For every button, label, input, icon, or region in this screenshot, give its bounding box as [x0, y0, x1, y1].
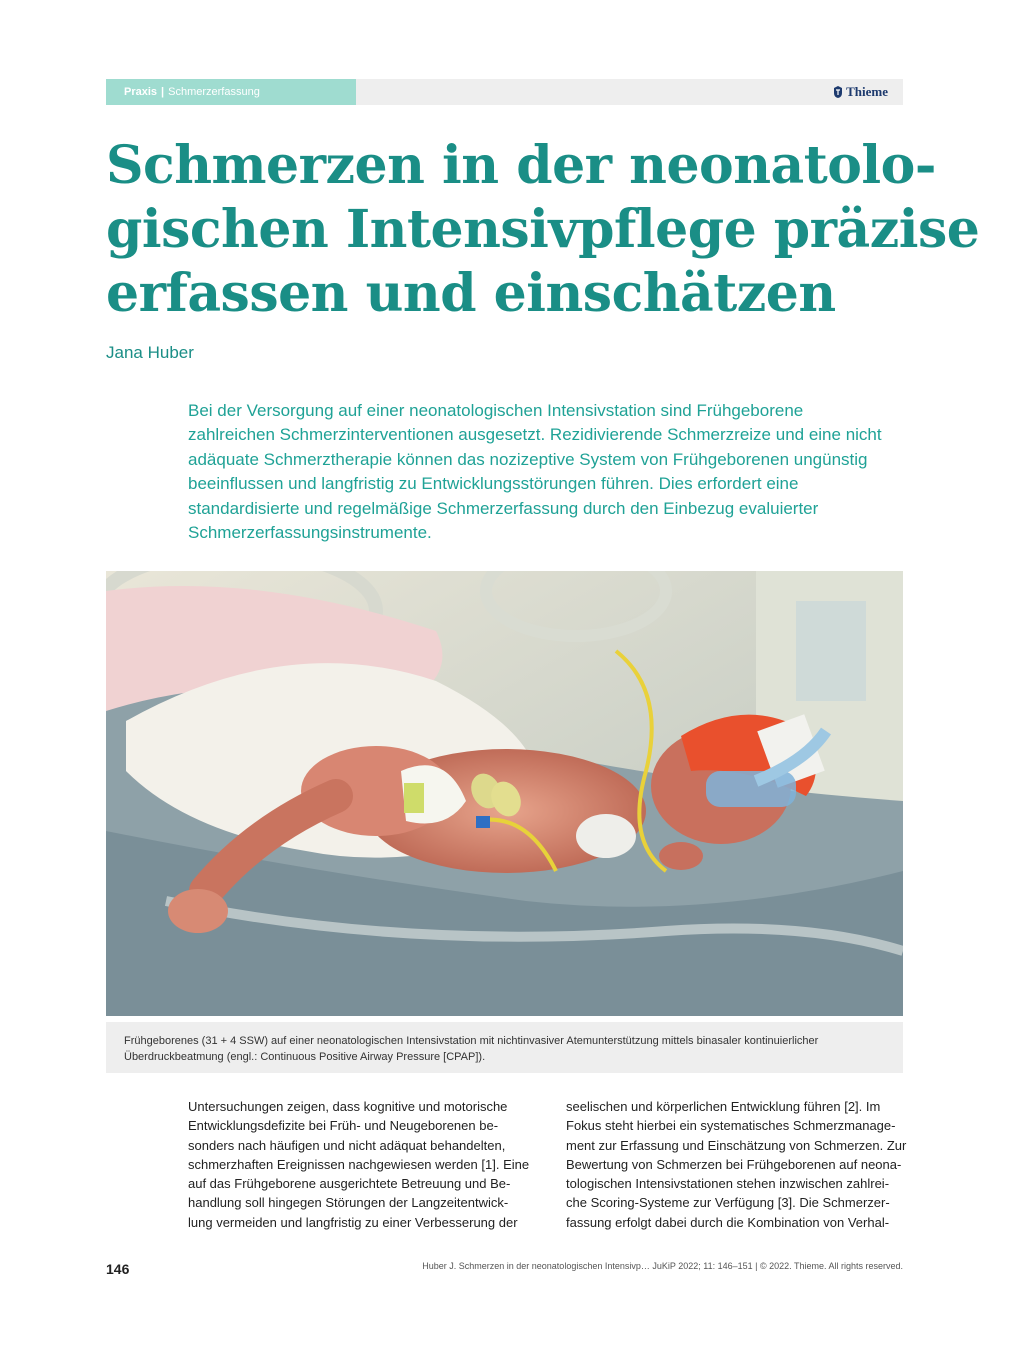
body-line: Bewertung von Schmerzen bei Frühgeborenen auf neona- — [566, 1156, 902, 1172]
title-line: Schmerzen in der neonatolo- — [106, 135, 936, 196]
abstract-line: Schmerzerfassungsinstrumente. — [188, 523, 432, 543]
caption-line: Überdruckbeatmung (engl.: Continuous Positive Airway Pressure [CPAP]). — [124, 1051, 486, 1063]
abstract-line: Bei der Versorgung auf einer neonatologischen Intensivstation sind Frühgeborene — [188, 401, 804, 420]
title-line: gischen Intensivpflege präzise — [106, 199, 980, 260]
body-line: handlung soll hingegen Störungen der Langzeitentwick- — [188, 1195, 509, 1211]
caption-line: Frühgeborenes (31 + 4 SSW) auf einer neonatologischen Intensivstation mit nichtinvasiver Atemunterstützung mittels binasaler kontinuierlicher — [124, 1035, 819, 1047]
publisher-logo — [833, 79, 888, 105]
article-photo — [106, 571, 903, 1016]
body-line: auf das Frühgeborene ausgerichtete Betreuung und Be- — [188, 1176, 511, 1192]
body-line: che Scoring-Systeme zur Verfügung [3]. Die Schmerzer- — [566, 1195, 890, 1211]
preterm-infant-photo — [106, 571, 903, 1016]
abstract-line: zahlreichen Schmerzinterventionen ausgesetzt. Rezidivierende Schmerzreize und eine nicht — [188, 425, 882, 445]
publisher-name: Thieme — [846, 84, 888, 99]
abstract-line: beeinflussen und langfristig zu Entwicklungsstörungen führen. Dies erfordert eine — [188, 474, 799, 494]
body-line: ment zur Erfassung und Einschätzung von Schmerzen. Zur — [566, 1137, 907, 1153]
running-header — [106, 79, 903, 105]
abstract-line: adäquate Schmerztherapie können das nozizeptive System von Frühgeborenen ungünstig — [188, 449, 868, 469]
page-number: 146 — [106, 1261, 130, 1277]
body-column-right — [566, 1097, 906, 1232]
thieme-logo-icon — [833, 86, 843, 98]
title-line: erfassen und einschätzen — [106, 263, 836, 324]
author-name: Jana Huber — [106, 343, 194, 362]
abstract-line: standardisierte und regelmäßige Schmerzerfassung durch den Einbezug evaluierter — [188, 498, 819, 518]
photo-caption — [106, 1022, 903, 1073]
section-tag — [106, 79, 356, 105]
body-column-left — [188, 1097, 528, 1232]
body-line: seelischen und körperlichen Entwicklung führen [2]. Im — [566, 1099, 881, 1114]
body-line: Entwicklungsdefizite bei Früh- und Neugeborenen be- — [188, 1118, 499, 1134]
section-separator: | — [161, 86, 165, 98]
citation-footer: Huber J. Schmerzen in der neonatologischen Intensivp… JuKiP 2022; 11: 146–151 | © 2022. Thieme. All rights reserved. — [422, 1261, 903, 1271]
article-title — [106, 134, 980, 326]
body-line: schmerzhaften Ereignissen nachgewiesen werden [1]. Eine — [188, 1156, 530, 1172]
body-line: tologischen Intensivstationen stehen inzwischen zahlrei- — [566, 1176, 890, 1192]
section-label: Praxis — [124, 86, 158, 98]
body-line: Fokus steht hierbei ein systematisches Schmerzmanage- — [566, 1118, 896, 1134]
body-line: sonders nach häufigen und nicht adäquat behandelten, — [188, 1137, 506, 1153]
topic-label: Schmerzerfassung — [168, 86, 260, 98]
abstract — [188, 399, 908, 545]
body-line: Untersuchungen zeigen, dass kognitive und motorische — [188, 1099, 508, 1114]
body-line: fassung erfolgt dabei durch die Kombination von Verhal- — [566, 1214, 890, 1230]
body-line: lung vermeiden und langfristig zu einer Verbesserung der — [188, 1214, 518, 1230]
